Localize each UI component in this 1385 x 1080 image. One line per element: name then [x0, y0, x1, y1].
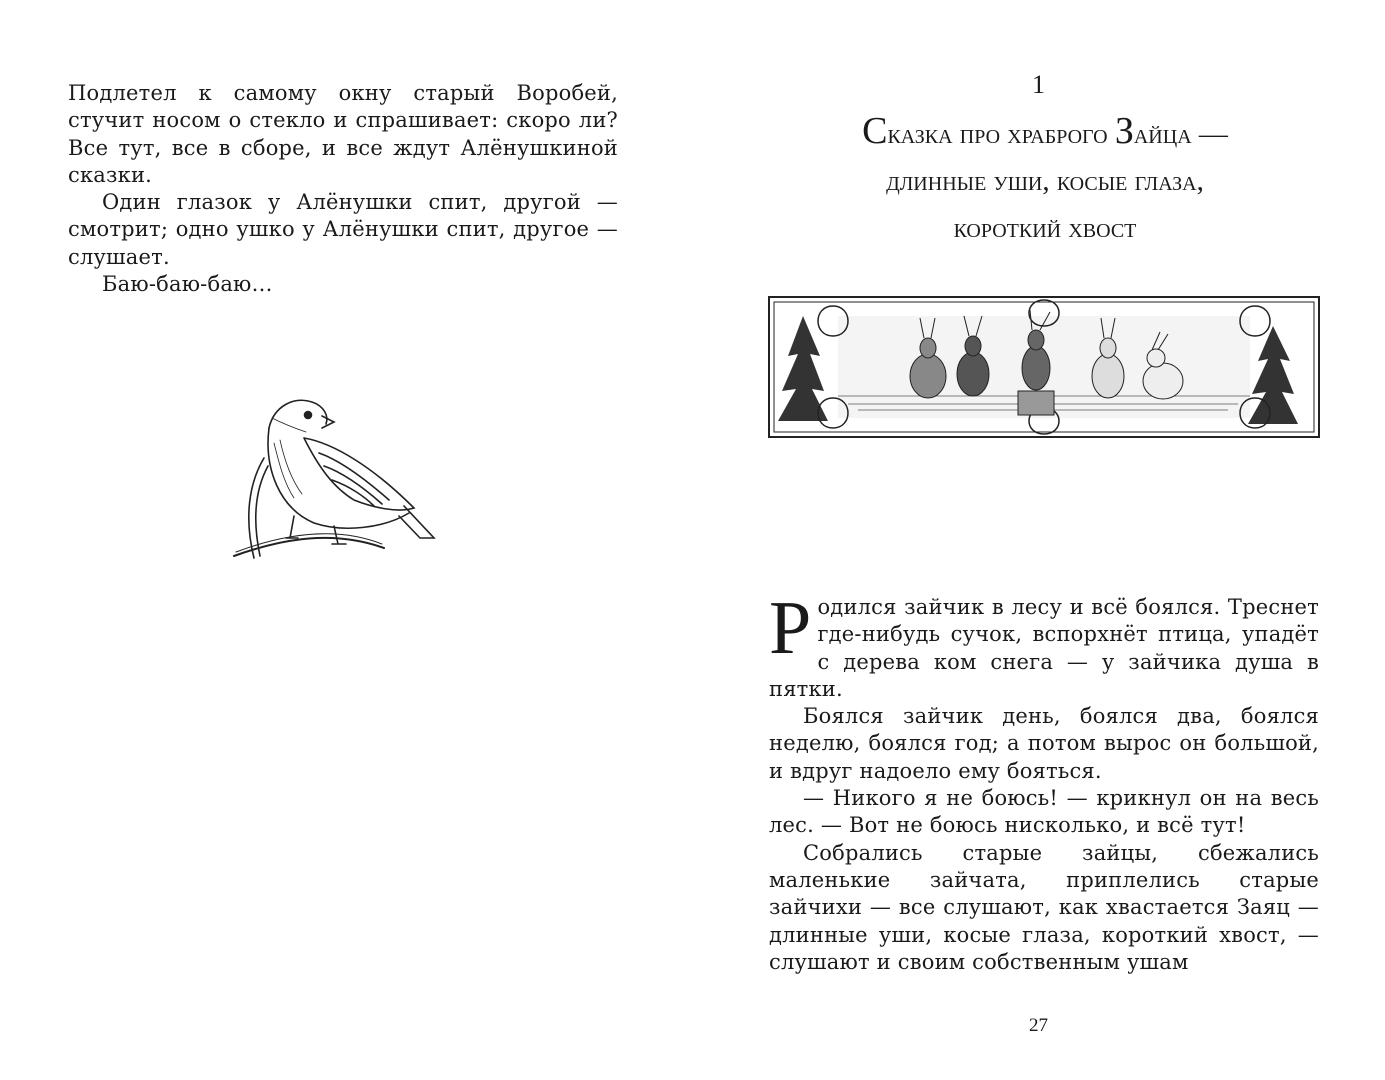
chapter-title-line [770, 108, 1320, 158]
paragraph-text: одился зайчик в лесу и всё боялся. Треснет где-нибудь сучок, вспорхнёт птица, упадёт с дерева ком снега — у зайчика душа в пятки. [769, 595, 1319, 701]
right-page [692, 0, 1385, 1080]
left-page [0, 0, 692, 1080]
hares-ornamental-banner [768, 296, 1320, 438]
page-number: 27 [1029, 1015, 1048, 1036]
paragraph: Подлетел к самому окну старый Воробей, стучит носом о стекло и спрашивает: скоро ли? Все тут, все в сборе, и все ждут Алёнушкиной сказки. [68, 81, 618, 187]
paragraph: Собрались старые зайцы, сбежались маленькие зайчата, приплелись старые зайчихи — все слушают, как хвастается Заяц — длинные уши, косые глаза, короткий хвост, — слушают и своим собственным ушам [769, 840, 1319, 974]
chapter-title-line: длинные уши, косые глаза, [886, 165, 1204, 197]
paragraph: Баю-баю-баю… [102, 272, 273, 297]
chapter-number: 1 [1032, 70, 1045, 99]
chapter-title [770, 108, 1320, 252]
drop-cap: Р [769, 586, 812, 670]
chapter-title-line: короткий хвост [953, 212, 1137, 244]
title-capital: З [1114, 110, 1134, 152]
title-text: казка про храброго [887, 118, 1115, 150]
paragraph [769, 586, 1319, 703]
title-capital: С [862, 110, 888, 152]
title-text: айца — [1133, 118, 1228, 150]
left-page-text [68, 80, 618, 298]
right-page-text [769, 586, 1319, 976]
paragraph: Один глазок у Алёнушки спит, другой — смотрит; одно ушко у Алёнушки спит, другое — слушает. [68, 190, 618, 269]
paragraph: Боялся зайчик день, боялся два, боялся неделю, боялся год; а потом вырос он большой, и вдруг надоело ему бояться. [769, 704, 1319, 783]
paragraph: — Никого я не боюсь! — крикнул он на весь лес. — Вот не боюсь нисколько, и всё тут! [769, 786, 1319, 838]
sparrow-illustration [224, 388, 439, 563]
